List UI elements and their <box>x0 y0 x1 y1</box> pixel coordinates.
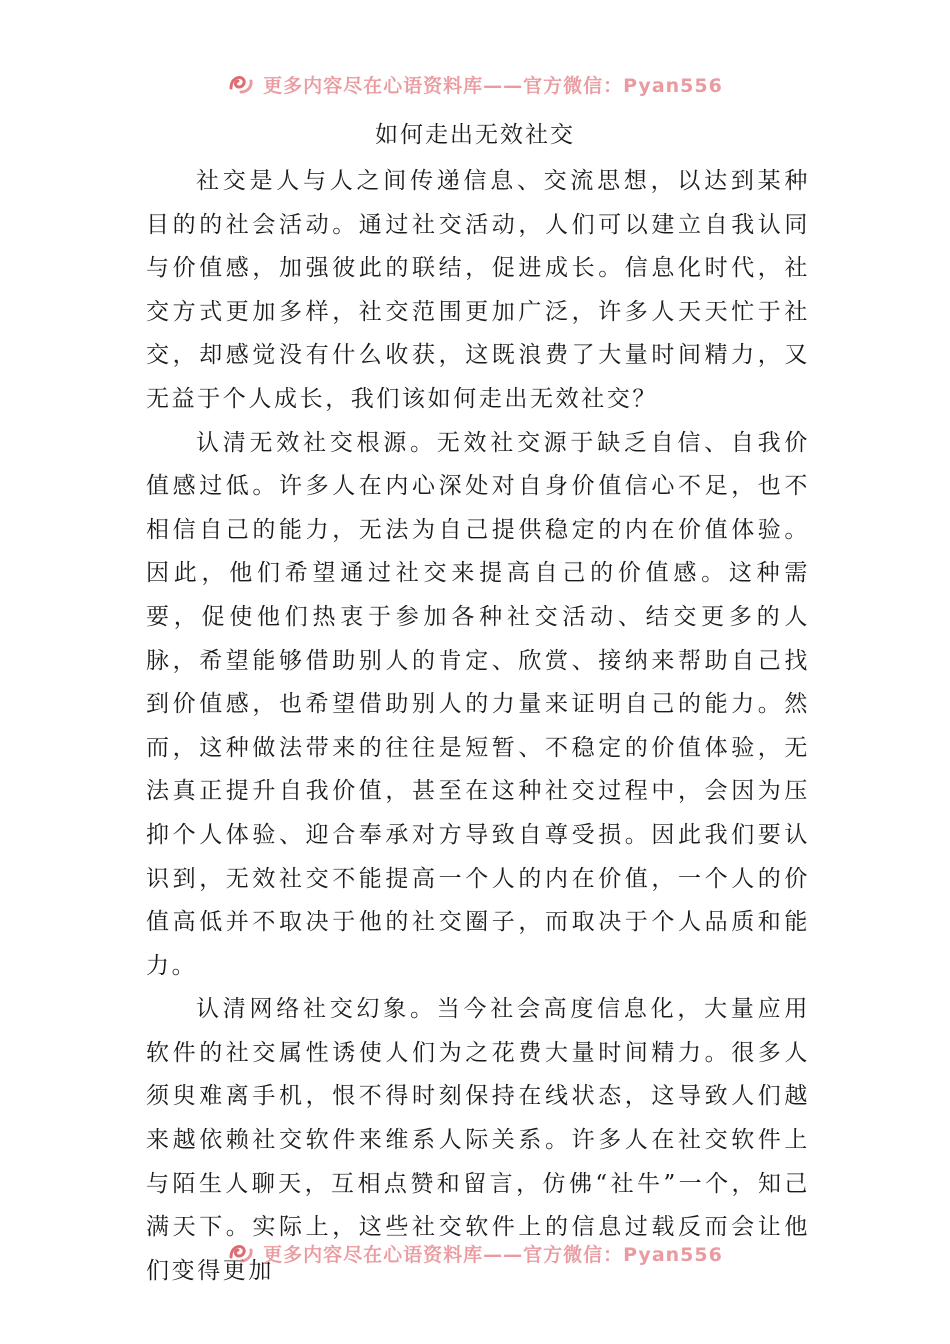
document-body <box>146 160 810 1293</box>
watermark-header <box>0 44 950 97</box>
paragraph-intro: 社交是人与人之间传递信息、交流思想，以达到某种目的的社会活动。通过社交活动，人们可以建立自我认同与价值感，加强彼此的联结，促进成长。信息化时代，社交方式更加多样，社交范围更加广泛，许多人天天忙于社交，却感觉没有什么收获，这既浪费了大量时间精力，又无益于个人成长，我们该如何走出无效社交？ <box>146 168 810 412</box>
watermark-text: 更多内容尽在心语资料库——官方微信：Pyan556 <box>263 74 723 97</box>
paragraph-root-cause: 认清无效社交根源。无效社交源于缺乏自信、自我价值感过低。许多人在内心深处对自身价值信心不足，也不相信自己的能力，无法为自己提供稳定的内在价值体验。因此，他们希望通过社交来提高自己的价值感。这种需要，促使他们热衷于参加各种社交活动、结交更多的人脉，希望能够借助别人的肯定、欣赏、接纳来帮助自己找到价值感，也希望借助别人的力量来证明自己的能力。然而，这种做法带来的往往是短暂、不稳定的价值体验，无法真正提升自我价值，甚至在这种社交过程中，会因为压抑个人体验、迎合奉承对方导致自尊受损。因此我们要认识到，无效社交不能提高一个人的内在价值，一个人的价值高低并不取决于他的社交圈子，而取决于个人品质和能力。 <box>146 429 810 979</box>
brand-logo-icon <box>227 1239 255 1267</box>
watermark-content <box>227 70 723 98</box>
document-title: 如何走出无效社交 <box>375 122 575 148</box>
watermark-footer <box>0 1213 950 1266</box>
watermark-content <box>227 1239 723 1267</box>
paragraph-online-illusion: 认清网络社交幻象。当今社会高度信息化，大量应用软件的社交属性诱使人们为之花费大量时间精力。很多人须臾难离手机，恨不得时刻保持在线状态，这导致人们越来越依赖社交软件来维系人际关系。许多人在社交软件上与陌生人聊天，互相点赞和留言，仿佛“社牛”一个，知己满天下。实际上，这些社交软件上的信息过载反而会让他们变得更加 <box>146 996 810 1284</box>
watermark-text: 更多内容尽在心语资料库——官方微信：Pyan556 <box>263 1243 723 1266</box>
brand-logo-icon <box>227 70 255 98</box>
